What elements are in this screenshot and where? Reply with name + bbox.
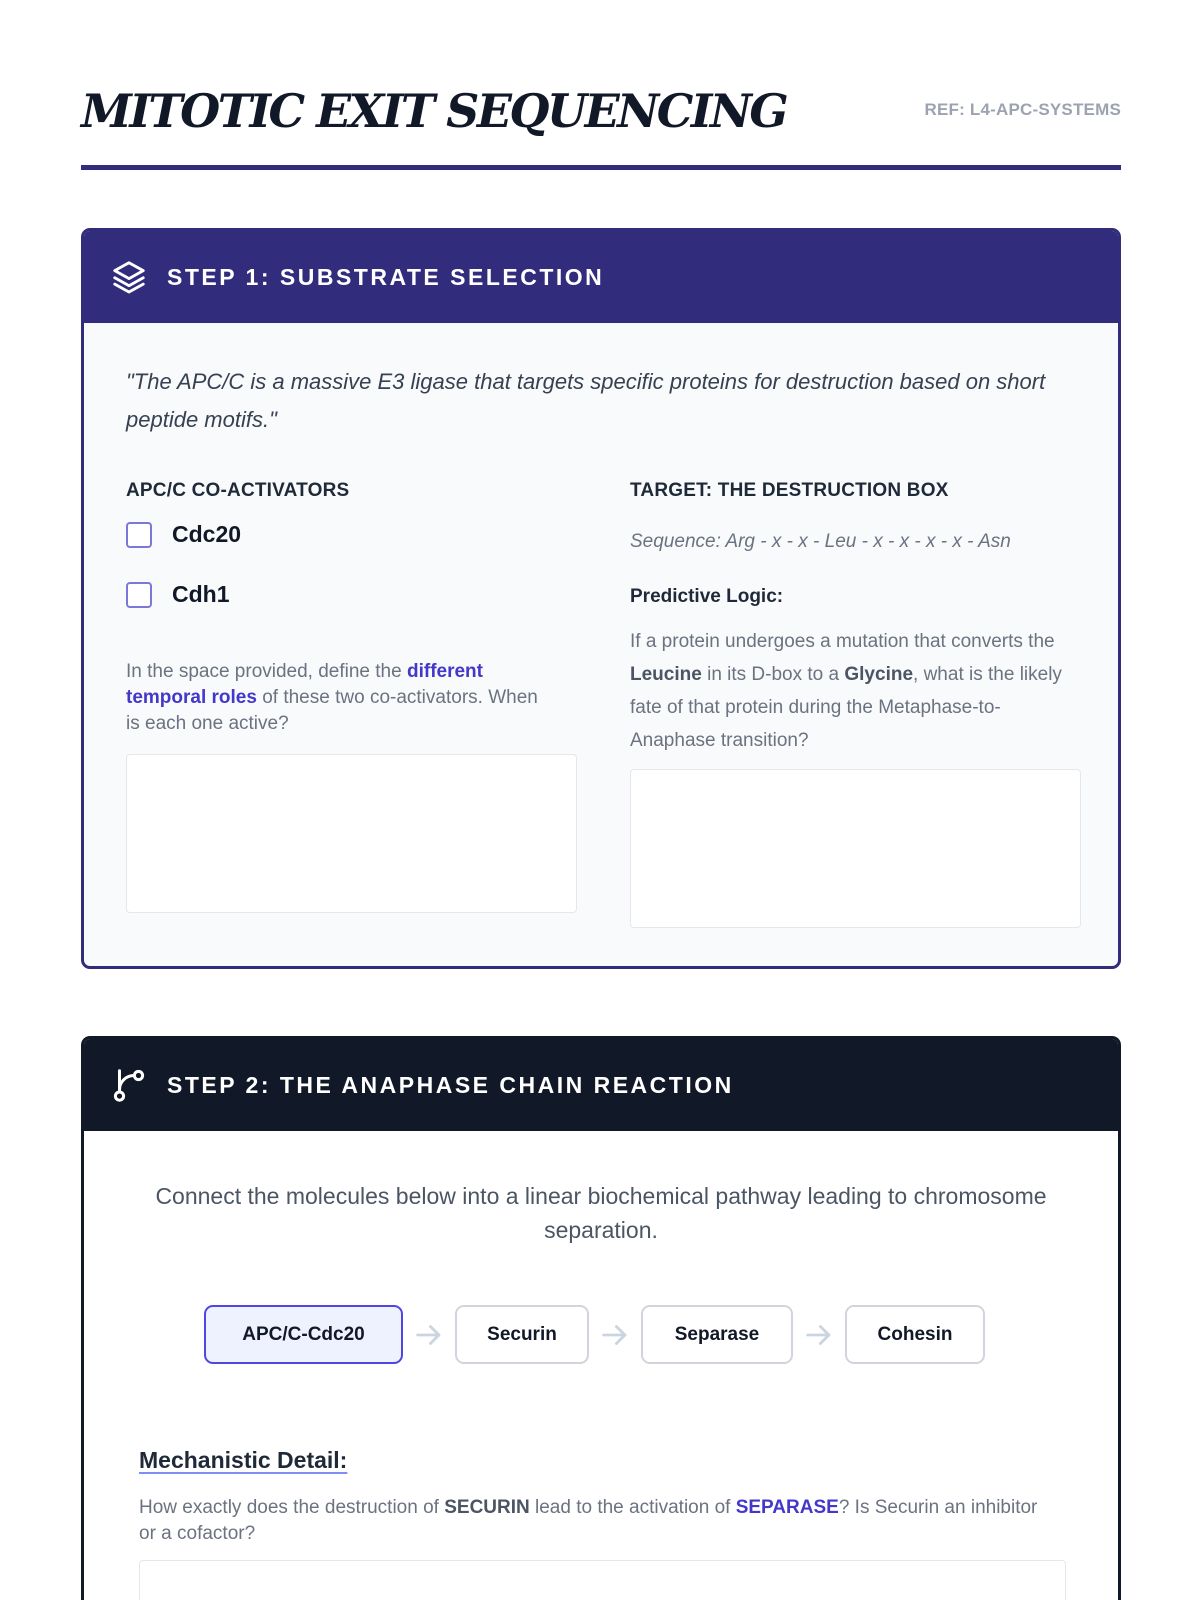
predictive-logic-label: Predictive Logic:: [630, 586, 784, 607]
separase-term: SEPARASE: [735, 1497, 839, 1518]
chain-node-apc-cdc20[interactable]: APC/C-Cdc20: [204, 1305, 403, 1364]
page-header: [81, 78, 1121, 170]
mechanistic-detail-question: [139, 1495, 1059, 1547]
option-cdh1[interactable]: [126, 581, 230, 608]
step-2-title: STEP 2: THE ANAPHASE CHAIN REACTION: [167, 1071, 734, 1098]
question-text: How exactly does the destruction of: [139, 1497, 445, 1518]
securin-term: SECURIN: [444, 1497, 530, 1518]
chain-node-separase[interactable]: Separase: [641, 1305, 793, 1364]
step-1-quote: "The APC/C is a massive E3 ligase that targets specific proteins for destruction based on short peptide motifs.": [126, 369, 1046, 432]
arrow-right-icon: [403, 1305, 455, 1364]
step-1-title: STEP 1: SUBSTRATE SELECTION: [167, 263, 605, 290]
question-text: If a protein undergoes a mutation that converts the: [630, 631, 1055, 652]
cdh1-checkbox[interactable]: [126, 582, 152, 608]
coactivators-prompt: [126, 659, 546, 737]
step-1-card: [81, 228, 1121, 969]
dbox-sequence: Sequence: Arg - x - x - Leu - x - x - x - x - Asn: [630, 531, 1011, 552]
layers-icon: [109, 257, 149, 297]
predictive-logic-answer-field[interactable]: [630, 769, 1081, 928]
mechanistic-detail-title: Mechanistic Detail:: [139, 1447, 348, 1473]
page-title: MITOTIC EXIT SEQUENCING: [81, 84, 787, 138]
arrow-right-icon: [589, 1305, 641, 1364]
cdc20-checkbox[interactable]: [126, 522, 152, 548]
step-2-intro: Connect the molecules below into a linear biochemical pathway leading to chromosome separation.: [155, 1183, 1047, 1243]
question-text: ? Is Securin an inhibitor or a cofactor?: [139, 1497, 1038, 1544]
pathway-chain: [204, 1305, 985, 1364]
chain-node-cohesin[interactable]: Cohesin: [845, 1305, 985, 1364]
arrow-right-icon: [793, 1305, 845, 1364]
question-text: lead to the activation of: [529, 1497, 736, 1518]
cdh1-label: Cdh1: [172, 581, 230, 607]
option-cdc20[interactable]: [126, 521, 241, 548]
branch-icon: [109, 1065, 149, 1105]
prompt-highlight: different temporal roles: [126, 661, 483, 708]
coactivators-label: APC/C CO-ACTIVATORS: [126, 480, 350, 501]
question-text: in its D-box to a: [701, 664, 845, 685]
predictive-logic-question: [630, 625, 1085, 757]
prompt-text: of these two co-activators. When is each one active?: [126, 687, 538, 734]
step-1-header: [84, 231, 1118, 323]
glycine-term: Glycine: [844, 664, 914, 685]
mechanistic-answer-field[interactable]: [139, 1560, 1066, 1600]
dbox-label: TARGET: THE DESTRUCTION BOX: [630, 480, 949, 501]
step-2-card: [81, 1036, 1121, 1600]
step-2-header: [84, 1039, 1118, 1131]
coactivators-answer-field[interactable]: [126, 754, 577, 913]
chain-node-securin[interactable]: Securin: [455, 1305, 589, 1364]
prompt-text: In the space provided, define the: [126, 661, 407, 682]
leucine-term: Leucine: [630, 664, 702, 685]
cdc20-label: Cdc20: [172, 521, 242, 547]
reference-code: REF: L4-APC-SYSTEMS: [924, 100, 1121, 119]
question-text: , what is the likely fate of that protein during the Metaphase-to-Anaphase transition?: [630, 664, 1062, 751]
